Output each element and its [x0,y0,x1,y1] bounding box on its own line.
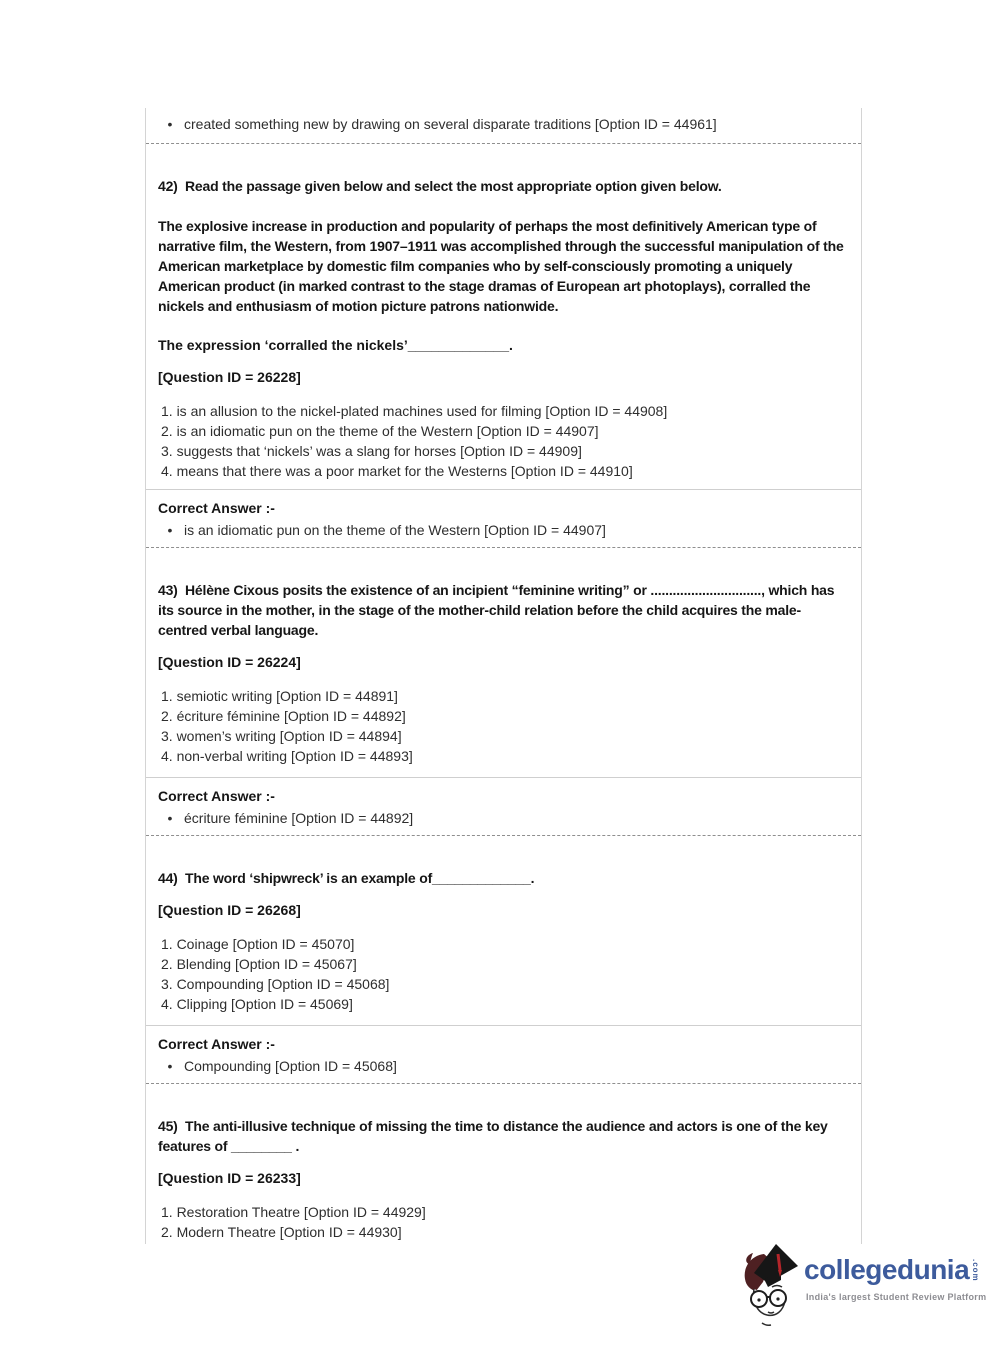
bullet-icon: • [167,522,173,538]
question-45-header: 45) The anti-illusive technique of missing the time to distance the audience and actors is one of the key features of ________ . [158,1118,832,1154]
bullet-icon: • [167,116,173,132]
correct-answer-text: Compounding [Option ID = 45068] [184,1058,397,1074]
exam-question-sheet [145,108,862,1244]
option-item: 4. means that there was a poor market for the Westerns [Option ID = 44910] [161,463,633,479]
correct-answer-line [158,808,849,828]
question-42-block [146,144,861,490]
brand-domain-suffix: .com [971,1259,981,1282]
question-44-block [146,836,861,1026]
correct-answer-text: is an idiomatic pun on the theme of the Western [Option ID = 44907] [184,522,606,538]
question-42-answer-block [146,490,861,548]
option-item: 1. semiotic writing [Option ID = 44891] [161,688,398,704]
question-43-block [146,548,861,778]
option-item: 1. Restoration Theatre [Option ID = 44929] [161,1204,426,1220]
question-43-answer-block [146,778,861,836]
option-item: 2. Blending [Option ID = 45067] [161,956,357,972]
question-42-passage: The explosive increase in production and popularity of perhaps the most definitively American type of narrative film, the Western, from 1907–1911 was accomplished through the successful manipulation of the American marketplace by domestic film companies who by self-consciously promoting a uniquely American product (in marked contrast to the stage dramas of European art photoplays), corralled the nickels and enthusiasm of motion picture patrons nationwide. [158,218,844,314]
option-item: 3. Compounding [Option ID = 45068] [161,976,390,992]
option-item: 3. women’s writing [Option ID = 44894] [161,728,402,744]
question-42-id: [Question ID = 26228] [158,369,301,385]
option-item: 4. Clipping [Option ID = 45069] [161,996,353,1012]
option-item: 4. non-verbal writing [Option ID = 44893] [161,748,413,764]
question-42-header: 42) Read the passage given below and select the most appropriate option given below. [158,178,722,194]
option-item: 2. écriture féminine [Option ID = 44892] [161,708,406,724]
question-44-answer-block [146,1026,861,1084]
question-43-header: 43) Hélène Cixous posits the existence of an incipient “feminine writing” or .............................., which has its source in the mother, in the stage of the mother-child relation before the child acquires the male-centred verbal language. [158,582,839,638]
question-45-options [158,1202,849,1242]
option-item: 2. Modern Theatre [Option ID = 44930] [161,1224,402,1240]
option-item: 3. suggests that ‘nickels’ was a slang for horses [Option ID = 44909] [161,443,582,459]
option-item: 2. is an idiomatic pun on the theme of the Western [Option ID = 44907] [161,423,599,439]
brand-tagline: India's largest Student Review Platform [806,1292,987,1302]
question-43-options [158,686,849,766]
student-mascot-icon [740,1242,800,1328]
question-45-block [146,1084,861,1244]
question-42-options [158,401,849,481]
bullet-icon: • [167,1058,173,1074]
correct-answer-heading: Correct Answer :- [158,788,275,804]
option-item: 1. is an allusion to the nickel-plated machines used for filming [Option ID = 44908] [161,403,668,419]
question-43-id: [Question ID = 26224] [158,654,301,670]
collegedunia-logo [740,1240,995,1335]
question-42-prompt: The expression ‘corralled the nickels’_____________. [158,337,513,353]
question-44-options [158,934,849,1014]
previous-answer-bullet-line [158,114,849,134]
question-44-id: [Question ID = 26268] [158,902,301,918]
option-item: 1. Coinage [Option ID = 45070] [161,936,355,952]
previous-answer-row [146,108,861,144]
correct-answer-text: écriture féminine [Option ID = 44892] [184,810,414,826]
correct-answer-heading: Correct Answer :- [158,500,275,516]
bullet-icon: • [167,810,173,826]
previous-answer-text: created something new by drawing on several disparate traditions [Option ID = 44961] [184,116,717,132]
brand-wordmark [804,1254,980,1286]
correct-answer-line [158,520,849,540]
question-44-header: 44) The word ‘shipwreck’ is an example of_____________. [158,870,535,886]
question-45-id: [Question ID = 26233] [158,1170,301,1186]
brand-name: collegedunia [804,1254,970,1285]
correct-answer-line [158,1056,849,1076]
correct-answer-heading: Correct Answer :- [158,1036,275,1052]
